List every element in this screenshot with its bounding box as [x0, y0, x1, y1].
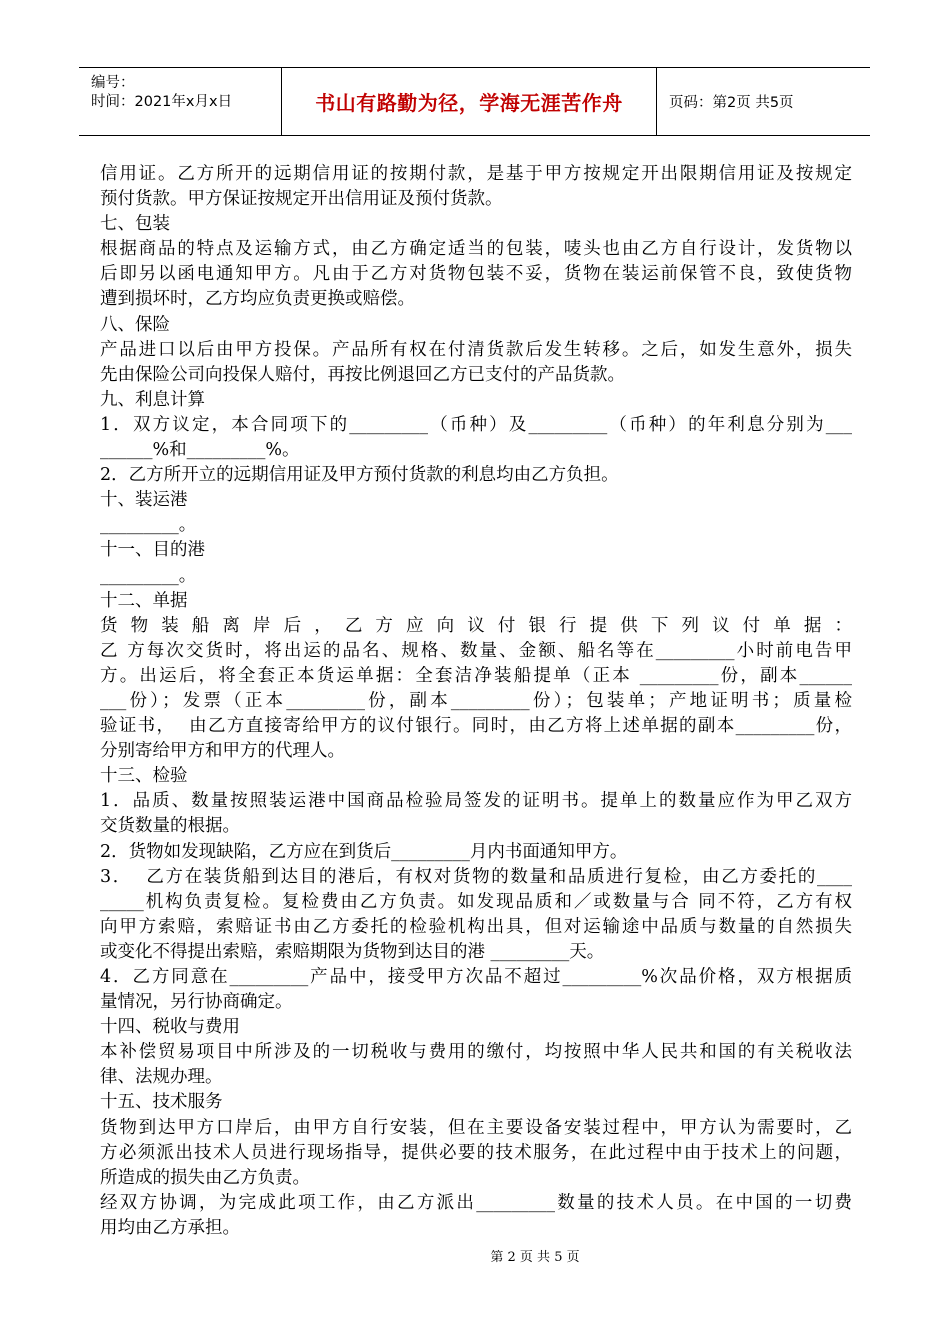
body-line: 本补偿贸易项目中所涉及的一切税收与费用的缴付，均按照中华人民共和国的有关税收法	[100, 1042, 852, 1063]
body-line: _____机构负责复检。复检费由乙方负责。如发现品质和／或数量与合 同不符，乙方有权	[100, 891, 852, 912]
body-line: 货物装船离岸后，乙方应向议付银行提供下列议付单据：	[100, 615, 852, 636]
body-line: 先由保险公司向投保人赔付，再按比例退回乙方已支付的产品货款。	[100, 364, 625, 385]
body-line: 信用证。乙方所开的远期信用证的按期付款，是基于甲方按规定开出限期信用证及按规定	[100, 164, 852, 184]
body-line: 经双方协调，为完成此项工作，由乙方派出_________数量的技术人员。在中国的一切费	[100, 1192, 852, 1213]
body-line: ___份）；发票（正本_________份，副本_________份）；包装单；产地证明书；质量检	[100, 690, 852, 711]
body-line: 量情况，另行协商确定。	[100, 992, 293, 1013]
body-line: 九、利息计算	[100, 389, 205, 410]
body-line: _________。	[100, 565, 197, 586]
body-line: 十、装运港	[100, 490, 188, 511]
body-line: 十三、检验	[100, 766, 188, 787]
document-time-label: 时间：2021年x月x日	[91, 94, 233, 110]
header-page-cell	[657, 68, 870, 135]
body-line: 后即另以函电通知甲方。凡由于乙方对货物包装不妥，货物在装运前保管不良，致使货物	[100, 264, 852, 285]
body-line: 或变化不得提出索赔，索赔期限为货物到达目的港 _________天。	[100, 941, 605, 962]
body-line: 律、法规办理。	[100, 1067, 223, 1088]
document-body	[100, 162, 852, 1241]
body-line: 向甲方索赔，索赔证书由乙方委托的检验机构出具，但对运输途中品质与数量的自然损失	[100, 916, 852, 937]
body-line: 货物到达甲方口岸后，由甲方自行安装，但在主要设备安装过程中，甲方认为需要时，乙	[100, 1117, 852, 1138]
header-motto-cell	[282, 68, 657, 135]
page-footer	[0, 1246, 950, 1265]
body-line: 八、保险	[100, 314, 170, 335]
body-line: 十二、单据	[100, 590, 188, 611]
body-line: 2．乙方所开立的远期信用证及甲方预付货款的利息均由乙方负担。	[100, 465, 619, 486]
page-header	[79, 67, 870, 136]
body-line: 验证书， 由乙方直接寄给甲方的议付银行。同时，由乙方将上述单据的副本_________份，	[100, 716, 852, 737]
header-meta-cell	[79, 68, 282, 135]
header-motto: 书山有路勤为径，学海无涯苦作舟	[315, 91, 623, 115]
body-line: 4．乙方同意在_________产品中，接受甲方次品不超过_________%次品价格，双方根据质	[100, 967, 852, 987]
body-line: 预付货款。甲方保证按规定开出信用证及预付货款。	[100, 189, 503, 210]
body-line: 十四、税收与费用	[100, 1017, 240, 1038]
body-line: 遭到损坏时，乙方均应负责更换或赔偿。	[100, 289, 415, 310]
body-line: 3． 乙方在装货船到达目的港后，有权对货物的数量和品质进行复检，由乙方委托的____	[100, 866, 852, 887]
body-line: 产品进口以后由甲方投保。产品所有权在付清货款后发生转移。之后，如发生意外，损失	[100, 339, 852, 360]
body-line: 七、包装	[100, 214, 170, 235]
body-line: 根据商品的特点及运输方式，由乙方确定适当的包装，唛头也由乙方自行设计，发货物以	[100, 239, 852, 260]
body-line: 十一、目的港	[100, 540, 205, 561]
body-line: ______%和_________%。	[100, 440, 300, 461]
body-line: _________。	[100, 515, 197, 536]
body-line: 方。出运后，将全套正本货运单据：全套洁净装船提单（正本 _________份，副本______	[100, 665, 852, 686]
body-line: 乙 方每次交货时，将出运的品名、规格、数量、金额、船名等在_________小时前电告甲	[100, 640, 852, 661]
footer-page-number: 第 2 页 共 5 页	[490, 1250, 580, 1265]
header-page-info: 页码：第2页 共5页	[669, 95, 794, 111]
body-line: 所造成的损失由乙方负责。	[100, 1167, 310, 1188]
document-number-label: 编号：	[91, 75, 135, 91]
body-line: 用均由乙方承担。	[100, 1217, 240, 1238]
body-line: 1．双方议定，本合同项下的_________（币种）及_________（币种）的年利息分别为___	[100, 414, 852, 435]
body-line: 2．货物如发现缺陷，乙方应在到货后_________月内书面通知甲方。	[100, 841, 628, 862]
body-line: 十五、技术服务	[100, 1092, 223, 1113]
body-line: 交货数量的根据。	[100, 816, 240, 837]
body-line: 方必须派出技术人员进行现场指导，提供必要的技术服务，在此过程中由于技术上的问题，	[100, 1142, 852, 1163]
body-line: 1．品质、数量按照装运港中国商品检验局签发的证明书。提单上的数量应作为甲乙双方	[100, 791, 852, 812]
body-line: 分别寄给甲方和甲方的代理人。	[100, 741, 345, 762]
